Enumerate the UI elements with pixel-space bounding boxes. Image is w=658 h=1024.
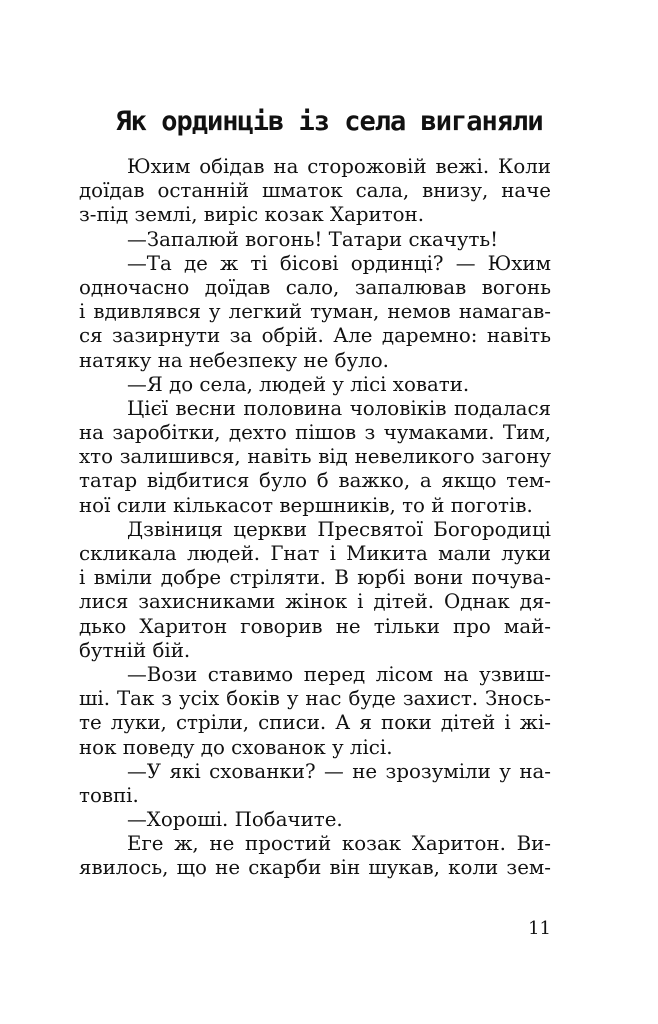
body-text [79,155,551,881]
text-line: на заробітки, дехто пішов з чумаками. Тим, [79,421,551,445]
text-line: нок поведу до схованок у лісі. [79,735,393,759]
text-line: ної сили кількасот вершників, то й поготів. [79,493,533,517]
text-line: одночасно доїдав сало, запалював вогонь [79,275,551,299]
text-line: ся зазирнути за обрій. Але даремно: навіть [79,324,551,348]
text-line: —Та де ж ті бісові ординці? — Юхим [127,251,551,275]
text-line: —У які схованки? — не зрозуміли у на- [127,759,551,783]
text-line: з-під землі, виріс козак Харитон. [79,203,425,227]
page-number: 11 [528,918,551,939]
text-line: хто залишився, навіть від невеликого загону [79,445,551,469]
text-line: товпі. [79,783,139,807]
text-line: —Запалюй вогонь! Татари скачуть! [127,227,499,251]
text-line: Дзвіниця церкви Пресвятої Богородиці [127,517,551,541]
text-line: —Я до села, людей у лісі ховати. [127,372,470,396]
text-line: те луки, стріли, списи. А я поки дітей і жі- [79,711,551,735]
text-line: —Хороші. Побачите. [127,808,343,832]
text-line: Юхим обідав на сторожовій вежі. Коли [127,155,551,178]
text-line: ші. Так з усіх боків у нас буде захист. Знось- [79,687,551,711]
text-line: лися захисниками жінок і дітей. Однак дя- [79,590,551,614]
text-line: явилось, що не скарби він шукав, коли зем- [79,856,551,880]
text-line: бутній бій. [79,638,191,662]
text-line: доїдав останній шматок сала, внизу, наче [79,179,551,203]
text-line: дько Харитон говорив не тільки про май- [79,614,551,638]
text-line: Еге ж, не простий козак Харитон. Ви- [127,832,551,856]
text-line: —Вози ставимо перед лісом на узвиш- [127,662,551,686]
text-line: скликала людей. Гнат і Микита мали луки [79,542,551,565]
text-line: татар відбитися було б важко, а якщо тем- [79,469,551,493]
text-line: натяку на небезпеку не було. [79,348,389,372]
text-line: і вдивлявся у легкий туман, немов намагав- [79,300,551,324]
text-line: Цієї весни половина чоловіків подалася [127,396,551,420]
text-line: і вміли добре стріляти. В юрбі вони почува- [79,566,551,590]
chapter-title: Як ординців із села виганяли [115,106,543,137]
